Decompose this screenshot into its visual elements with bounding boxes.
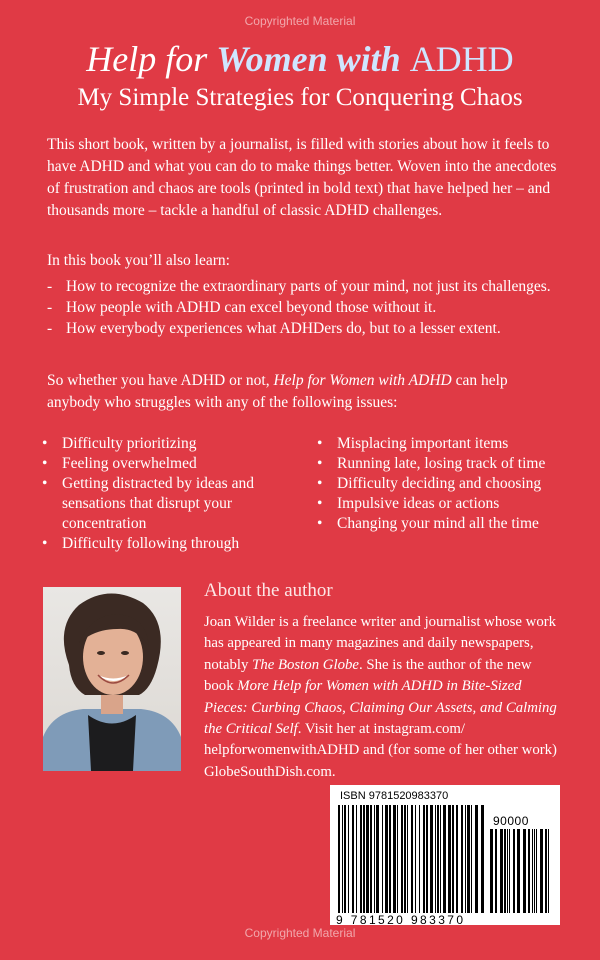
barcode-bar <box>465 805 466 913</box>
barcode-bar <box>500 829 503 913</box>
barcode-bar <box>481 805 484 913</box>
issue-item: • Impulsive ideas or actions <box>315 494 585 514</box>
barcode-bar <box>536 829 537 913</box>
barcode-bar <box>545 829 547 913</box>
barcode-digits: 9 781520 983370 <box>336 913 466 927</box>
whether-book-title: Help for Women with ADHD <box>273 372 452 389</box>
issue-item: • Difficulty deciding and choosing <box>315 474 585 494</box>
barcode-bar <box>435 805 436 913</box>
issues-right-column <box>315 434 585 534</box>
barcode-bar <box>366 805 369 913</box>
barcode-bar <box>534 829 535 913</box>
barcode-bar <box>528 829 530 913</box>
issue-item: • Feeling overwhelmed <box>40 454 280 474</box>
barcode-bar <box>389 805 391 913</box>
barcode-bar <box>356 805 357 913</box>
barcode-bar <box>452 805 454 913</box>
learn-item: - How people with ADHD can excel beyond those without it. <box>47 297 567 318</box>
barcode-bar <box>548 829 549 913</box>
book-title <box>0 38 600 80</box>
barcode-bar <box>540 829 543 913</box>
barcode-bar <box>426 805 428 913</box>
learn-heading: In this book you’ll also learn: <box>47 252 230 269</box>
barcode-bar <box>407 805 408 913</box>
author-bio-newspaper: The Boston Globe <box>252 656 359 673</box>
barcode-bar <box>430 805 433 913</box>
barcode-bar <box>419 805 420 913</box>
barcode-bar <box>385 805 388 913</box>
barcode-bar <box>411 805 413 913</box>
whether-suffix: can help anybody who struggles with any of the following issues: <box>47 372 508 411</box>
issue-item: • Getting distracted by ideas and sensations that disrupt your concentration <box>40 474 280 534</box>
barcode-bar <box>342 805 343 913</box>
barcode-bar <box>382 805 383 913</box>
barcode-bar <box>338 805 340 913</box>
barcode-bar <box>344 805 346 913</box>
barcode-bar <box>471 805 472 913</box>
barcode-bars-main <box>338 805 488 915</box>
issue-item: • Difficulty following through <box>40 534 280 554</box>
learn-list <box>47 276 567 339</box>
copyright-watermark-bottom: Copyrighted Material <box>244 926 356 940</box>
barcode-bar <box>363 805 365 913</box>
barcode-bar <box>376 805 379 913</box>
barcode-bar <box>348 805 349 913</box>
barcode-bar <box>523 829 526 913</box>
issue-item: • Difficulty prioritizing <box>40 434 280 454</box>
barcode-bar <box>370 805 372 913</box>
learn-item: - How to recognize the extraordinary parts of your mind, not just its challenges. <box>47 276 567 297</box>
barcode-bar <box>504 829 506 913</box>
copyright-watermark-top: Copyrighted Material <box>244 14 356 28</box>
barcode-bar <box>467 805 470 913</box>
isbn-barcode <box>330 785 560 925</box>
barcode-bar <box>517 829 520 913</box>
whether-prefix: So whether you have ADHD or not, <box>47 372 274 389</box>
price-code: 90000 <box>493 814 529 828</box>
barcode-bar <box>509 829 510 913</box>
author-bio-part: . She is the author of the new book <box>204 656 532 695</box>
barcode-bar <box>532 829 533 913</box>
barcode-bar <box>393 805 396 913</box>
author-bio-part: . Visit her at instagram.com/ helpforwomenwithADHD and (for some of her other work) GlobeSouthDish.com. <box>204 721 557 780</box>
title-part-help: Help for <box>86 39 217 79</box>
barcode-bars-addon <box>490 829 552 915</box>
barcode-bar <box>507 829 508 913</box>
barcode-bar <box>495 829 497 913</box>
barcode-bar <box>397 805 398 913</box>
title-part-women: Women with <box>216 39 410 79</box>
barcode-bar <box>360 805 362 913</box>
barcode-bar <box>352 805 354 913</box>
barcode-bar <box>401 805 403 913</box>
about-author-heading: About the author <box>204 580 333 601</box>
barcode-bar <box>443 805 446 913</box>
issue-item: • Misplacing important items <box>315 434 585 454</box>
barcode-bar <box>423 805 425 913</box>
barcode-bar <box>475 805 478 913</box>
title-part-adhd: ADHD <box>409 39 514 79</box>
barcode-bar <box>374 805 375 913</box>
isbn-label: ISBN 9781520983370 <box>340 790 449 802</box>
author-bio-book-title: More Help for Women with ADHD in Bite-Sized Pieces: Curbing Chaos, Claiming Our Assets, and Calming the Critical Self <box>204 678 557 738</box>
issue-item: • Running late, losing track of time <box>315 454 585 474</box>
barcode-bar <box>448 805 451 913</box>
issue-item: • Changing your mind all the time <box>315 514 585 534</box>
barcode-bar <box>456 805 458 913</box>
barcode-bar <box>437 805 439 913</box>
author-photo <box>43 587 181 771</box>
author-bio <box>204 612 564 783</box>
whether-paragraph <box>47 370 559 414</box>
barcode-bar <box>404 805 406 913</box>
barcode-bar <box>490 829 493 913</box>
barcode-bar <box>461 805 463 913</box>
author-photo-illustration <box>43 587 181 771</box>
barcode-bar <box>440 805 441 913</box>
barcode-bar <box>415 805 416 913</box>
learn-item: - How everybody experiences what ADHDers do, but to a lesser extent. <box>47 318 567 339</box>
intro-paragraph: This short book, written by a journalist, is filled with stories about how it feels to have ADHD and what you can do to make things better. Woven into the anecdotes of frustration and chaos are tools (printed in bold text) that have helped her – and thousands more – tackle a handful of classic ADHD challenges. <box>47 136 557 219</box>
barcode-bar <box>513 829 515 913</box>
issues-left-column <box>40 434 280 554</box>
author-bio-part: Joan Wilder is a freelance writer and journalist whose work has appeared in many magazines and daily newspapers, notably <box>204 614 557 673</box>
book-subtitle: My Simple Strategies for Conquering Chaos <box>77 84 523 111</box>
